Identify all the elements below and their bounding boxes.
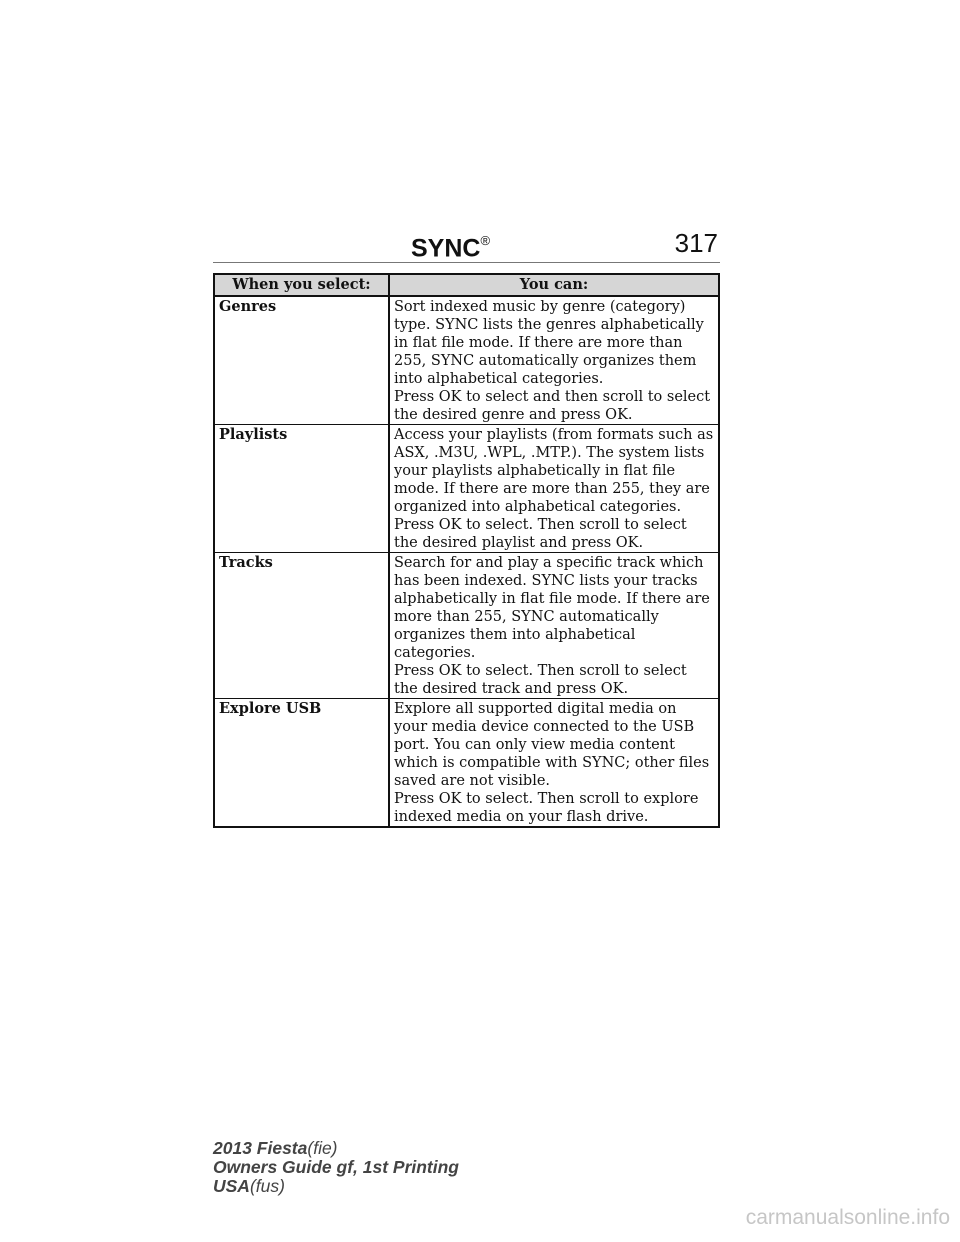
table-row	[214, 553, 719, 699]
description-paragraph: Access your playlists (from formats such as ASX, .M3U, .WPL, .MTP.). The system lists your playlists alphabetically in flat file mode. If there are more than 255, they are organized into alphabetical categories.	[394, 427, 714, 515]
row-term: Playlists	[214, 425, 389, 553]
header-rule	[213, 262, 720, 263]
description-paragraph: Press OK to select. Then scroll to select the desired playlist and press OK.	[394, 517, 687, 551]
section-title	[411, 228, 490, 263]
description-paragraph: Press OK to select. Then scroll to select the desired track and press OK.	[394, 663, 687, 697]
footer-line-model	[213, 1139, 459, 1158]
row-description	[389, 425, 719, 553]
table-row	[214, 699, 719, 828]
page-header	[213, 228, 720, 262]
column-header-you-can: You can:	[389, 274, 719, 296]
table-header-row	[214, 274, 719, 296]
section-title-text: SYNC	[411, 234, 481, 263]
print-footer	[213, 1139, 459, 1196]
description-paragraph: Sort indexed music by genre (category) type. SYNC lists the genres alphabetically in flat file mode. If there are more than 255, SYNC automatically organizes them into alphabetical categories.	[394, 299, 704, 387]
footer-model-code: (fie)	[307, 1138, 338, 1158]
table-row	[214, 425, 719, 553]
footer-model: 2013 Fiesta	[213, 1138, 308, 1158]
footer-line-guide: Owners Guide gf, 1st Printing	[213, 1157, 459, 1177]
page-number: 317	[674, 228, 718, 258]
site-watermark: carmanualsonline.info	[745, 1206, 950, 1229]
row-term: Genres	[214, 296, 389, 425]
column-header-when: When you select:	[214, 274, 389, 296]
description-paragraph: Explore all supported digital media on your media device connected to the USB port. You can only view media content which is compatible with SYNC; other files saved are not visible.	[394, 701, 710, 789]
registered-mark: ®	[480, 233, 491, 248]
table-row	[214, 296, 719, 425]
footer-market: USA	[213, 1176, 250, 1196]
row-description	[389, 553, 719, 699]
description-paragraph: Press OK to select and then scroll to select the desired genre and press OK.	[394, 389, 711, 423]
row-term: Tracks	[214, 553, 389, 699]
footer-market-code: (fus)	[249, 1176, 285, 1196]
media-menu-table	[213, 273, 720, 828]
description-paragraph: Press OK to select. Then scroll to explore indexed media on your flash drive.	[394, 791, 699, 825]
row-description	[389, 296, 719, 425]
row-term: Explore USB	[214, 699, 389, 828]
row-description	[389, 699, 719, 828]
footer-line-market	[213, 1177, 459, 1196]
description-paragraph: Search for and play a specific track which has been indexed. SYNC lists your tracks alphabetically in flat file mode. If there are more than 255, SYNC automatically organizes them into alphabetical categories.	[394, 555, 710, 661]
